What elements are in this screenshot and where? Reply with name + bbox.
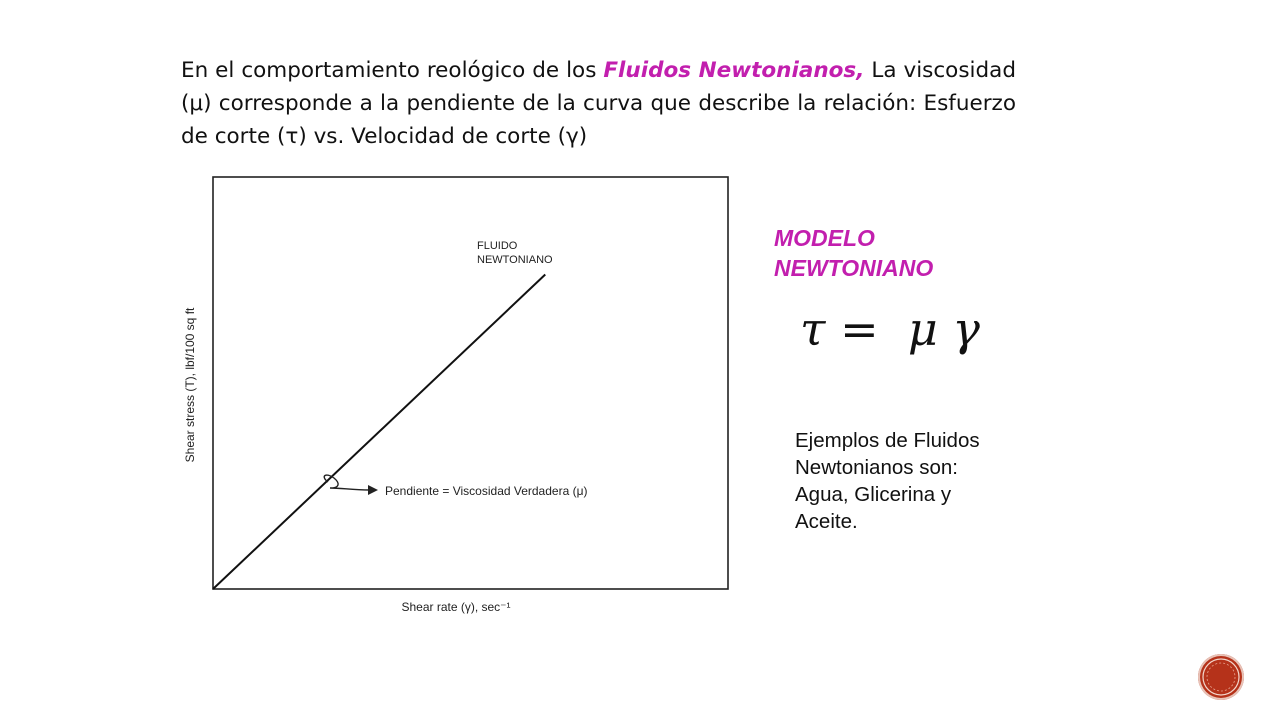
shear-chart	[180, 170, 740, 620]
annotation-text: Pendiente = Viscosidad Verdadera (μ)	[385, 484, 588, 498]
circle-ornament-icon	[1198, 654, 1244, 700]
intro-paragraph	[181, 54, 1016, 153]
slide-nav-button[interactable]	[1198, 654, 1244, 700]
model-title	[774, 223, 933, 283]
intro-part1: En el comportamiento reológico de los	[181, 58, 604, 83]
series-label-line1: FLUIDO	[477, 240, 518, 252]
series-label-line2: NEWTONIANO	[477, 254, 553, 266]
model-title-line2: NEWTONIANO	[774, 255, 934, 281]
plot-frame	[213, 177, 728, 589]
annotation-arrowhead	[368, 485, 378, 495]
x-axis-label: Shear rate (γ), sec⁻¹	[401, 600, 511, 614]
y-axis-label: Shear stress (T), lbf/100 sq ft	[183, 307, 197, 463]
intro-part2: La viscosidad (μ) corresponde a la pendiente de la curva que describe la relación: Esfuerzo de corte (τ) vs. Velocidad de corte (γ)	[181, 58, 1016, 149]
examples-line4: Aceite.	[795, 510, 858, 533]
examples-text	[795, 427, 1025, 535]
newtonian-series-line	[213, 274, 545, 589]
shear-chart-svg	[180, 170, 740, 620]
examples-line2: Newtonianos son:	[795, 456, 958, 479]
newtonian-formula: τ = μ γ	[800, 302, 980, 356]
intro-highlight: Fluidos Newtonianos,	[603, 58, 865, 83]
examples-line1: Ejemplos de Fluidos	[795, 429, 980, 452]
model-title-line1: MODELO	[774, 225, 875, 251]
examples-line3: Agua, Glicerina y	[795, 483, 952, 506]
